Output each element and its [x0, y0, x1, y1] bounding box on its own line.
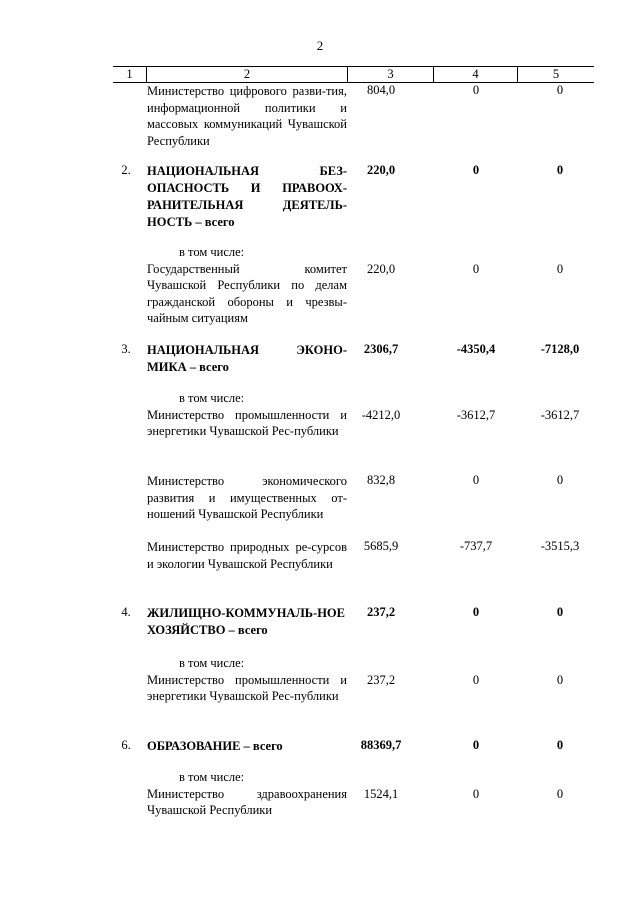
- row-col-3: 1524,1: [363, 787, 399, 801]
- row-name-block: [147, 769, 347, 819]
- row-col-5: -3515,3: [540, 539, 580, 553]
- row-col-3: 5685,9: [363, 539, 399, 553]
- row-name-block: [147, 390, 347, 440]
- row-col-3: 237,2: [366, 605, 396, 619]
- row-col-5: 0: [556, 83, 564, 97]
- row-col-5: 0: [556, 473, 564, 487]
- row-col-3: 832,8: [366, 473, 396, 487]
- row-number: 3.: [121, 342, 131, 356]
- row-name: Министерство промышленности и энергетики Чувашской Рес-публики: [147, 407, 347, 438]
- budget-table: [113, 66, 594, 817]
- row-number: 4.: [121, 605, 131, 619]
- header-col-4: 4: [433, 67, 517, 82]
- row-name: НАЦИОНАЛЬНАЯ БЕЗ-ОПАСНОСТЬ И ПРАВООХ-РАНИТЕЛЬНАЯ ДЕЯТЕЛЬ-НОСТЬ – всего: [147, 164, 347, 229]
- row-col-3: 2306,7: [363, 342, 399, 356]
- row-sublabel: в том числе:: [179, 656, 245, 670]
- row-col-4: 0: [472, 163, 480, 177]
- row-col-3: -4212,0: [361, 408, 401, 422]
- row-col-3: 88369,7: [360, 738, 402, 752]
- row-col-5: 0: [556, 163, 564, 177]
- row-name: Государственный комитет Чувашской Республики по делам гражданской обороны и чрезвы-чайным ситуациям: [147, 261, 347, 325]
- row-col-3: 804,0: [366, 83, 396, 97]
- row-col-4: -3612,7: [456, 408, 496, 422]
- row-col-4: -737,7: [459, 539, 493, 553]
- row-col-5: 0: [556, 738, 564, 752]
- row-number: 2.: [121, 163, 131, 177]
- row-col-4: 0: [472, 738, 480, 752]
- row-col-4: 0: [472, 605, 480, 619]
- row-col-4: 0: [472, 673, 480, 687]
- row-number: 6.: [121, 738, 131, 752]
- row-name-block: [147, 655, 347, 705]
- row-sublabel: в том числе:: [179, 245, 245, 259]
- row-col-5: 0: [556, 787, 564, 801]
- row-sublabel: в том числе:: [179, 391, 245, 405]
- row-name: НАЦИОНАЛЬНАЯ ЭКОНО-МИКА – всего: [147, 343, 347, 374]
- row-col-4: -4350,4: [456, 342, 496, 356]
- row-col-4: 0: [472, 787, 480, 801]
- row-name: Министерство природных ре-сурсов и экологии Чувашской Республики: [147, 540, 347, 571]
- row-name: ЖИЛИЩНО-КОММУНАЛЬ-НОЕ ХОЗЯЙСТВО – всего: [147, 606, 345, 637]
- row-name-block: [147, 244, 347, 327]
- row-col-3: 220,0: [366, 262, 396, 276]
- row-col-3: 237,2: [366, 673, 396, 687]
- row-col-5: -3612,7: [540, 408, 580, 422]
- row-col-3: 220,0: [366, 163, 396, 177]
- header-col-2: 2: [146, 67, 347, 82]
- row-name: ОБРАЗОВАНИЕ – всего: [147, 739, 283, 753]
- header-col-3: 3: [347, 67, 433, 82]
- row-name: Министерство здравоохранения Чувашской Республики: [147, 786, 347, 817]
- row-sublabel: в том числе:: [179, 770, 245, 784]
- row-col-4: 0: [472, 83, 480, 97]
- table-header: [113, 66, 594, 83]
- row-col-4: 0: [472, 473, 480, 487]
- row-name: Министерство цифрового разви-тия, информационной политики и массовых коммуникаций Чувашской Республики: [147, 84, 347, 148]
- header-col-1: 1: [126, 67, 133, 81]
- row-col-5: -7128,0: [540, 342, 580, 356]
- page-number: 2: [316, 38, 324, 53]
- row-col-5: 0: [556, 262, 564, 276]
- row-name: Министерство промышленности и энергетики Чувашской Рес-публики: [147, 672, 347, 703]
- row-col-4: 0: [472, 262, 480, 276]
- header-col-5: 5: [517, 67, 594, 82]
- row-col-5: 0: [556, 605, 564, 619]
- row-col-5: 0: [556, 673, 564, 687]
- row-name: Министерство экономического развития и имущественных от-ношений Чувашской Республики: [147, 474, 347, 521]
